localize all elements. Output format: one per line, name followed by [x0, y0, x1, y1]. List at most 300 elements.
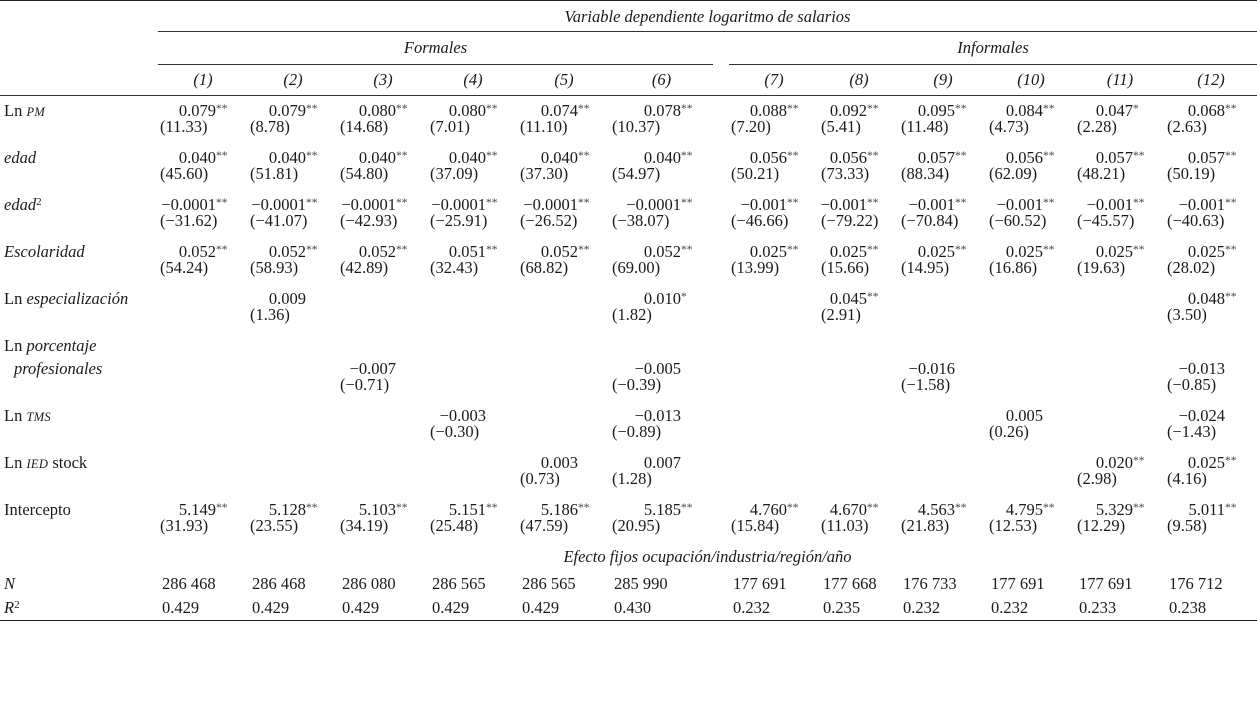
coefficient-cell	[1165, 448, 1257, 471]
significance-stars: **	[1043, 149, 1055, 162]
tstat-row	[0, 119, 1257, 143]
t-statistic: (48.21)	[1077, 164, 1126, 183]
coefficient-cell	[987, 401, 1075, 424]
t-statistic	[248, 424, 338, 448]
coefficient-value: 0.040	[358, 147, 396, 167]
significance-stars: **	[681, 243, 693, 256]
coefficient-cell	[819, 284, 899, 307]
significance-stars: **	[396, 102, 408, 115]
t-statistic	[428, 471, 518, 495]
coefficient-cell	[1075, 284, 1165, 307]
t-statistic	[1075, 377, 1165, 401]
coefficient-value: 0.056	[829, 147, 867, 167]
variable-prefix: Ln	[4, 452, 27, 472]
variable-name: IED	[26, 456, 49, 471]
t-statistic: (15.66)	[821, 258, 870, 277]
t-statistic: (47.59)	[520, 516, 569, 535]
t-statistic: (14.68)	[340, 117, 389, 136]
coefficient-cell	[819, 96, 899, 120]
t-statistic: (9.58)	[1167, 516, 1207, 535]
significance-stars: **	[955, 149, 967, 162]
t-statistic	[729, 471, 819, 495]
significance-stars: **	[578, 102, 590, 115]
t-statistic: (13.99)	[731, 258, 780, 277]
t-statistic	[248, 471, 338, 495]
t-statistic: (−0.85)	[1167, 375, 1217, 394]
column-number: (6)	[610, 65, 713, 96]
significance-stars: **	[1225, 243, 1237, 256]
coefficient-value: 0.078	[643, 100, 681, 120]
t-statistic	[987, 307, 1075, 331]
t-statistic: (−25.91)	[430, 211, 488, 230]
t-statistic: (2.91)	[821, 305, 861, 324]
coefficient-value: 0.084	[1005, 100, 1043, 120]
column-number: (10)	[987, 65, 1075, 96]
significance-stars: **	[216, 149, 228, 162]
coefficient-value: 0.025	[829, 241, 867, 261]
coefficient-cell	[729, 143, 819, 166]
coefficient-value: 0.009	[268, 288, 306, 308]
coefficient-cell	[1075, 237, 1165, 260]
t-statistic: (68.82)	[520, 258, 569, 277]
variable-name: TMS	[26, 409, 51, 424]
t-statistic: (1.82)	[612, 305, 652, 324]
stat-value: 177 691	[1079, 573, 1133, 593]
significance-stars: **	[306, 196, 318, 209]
significance-stars: **	[787, 243, 799, 256]
coefficient-cell	[610, 190, 713, 213]
table-row	[0, 237, 1257, 260]
significance-stars: **	[306, 501, 318, 514]
significance-stars: **	[396, 243, 408, 256]
stat-value: 286 565	[432, 573, 486, 593]
coefficient-value: 0.040	[268, 147, 306, 167]
significance-stars: **	[787, 149, 799, 162]
significance-stars: **	[306, 102, 318, 115]
coefficient-value: 0.052	[178, 241, 216, 261]
coefficient-value: 0.052	[540, 241, 578, 261]
coefficient-cell	[518, 237, 610, 260]
significance-stars: **	[1043, 243, 1055, 256]
t-statistic	[338, 424, 428, 448]
t-statistic: (16.86)	[989, 258, 1038, 277]
variable-name-line2: profesionales	[14, 358, 103, 378]
t-statistic: (4.73)	[989, 117, 1029, 136]
variable-name: porcentaje	[26, 335, 97, 355]
coefficient-cell	[819, 143, 899, 166]
coefficient-cell	[1075, 495, 1165, 518]
t-statistic	[338, 307, 428, 331]
t-statistic: (2.98)	[1077, 469, 1117, 488]
stat-value: 0.233	[1075, 596, 1165, 621]
coefficient-cell	[428, 237, 518, 260]
significance-stars: **	[578, 149, 590, 162]
row-label	[0, 190, 158, 213]
variable-prefix: Ln	[4, 335, 27, 355]
t-statistic: (11.10)	[520, 117, 568, 136]
coefficient-cell	[158, 284, 248, 307]
stat-value: 0.232	[729, 596, 819, 621]
significance-stars: **	[1133, 454, 1145, 467]
coefficient-cell	[338, 237, 428, 260]
t-statistic: (7.01)	[430, 117, 470, 136]
coefficient-value: 4.760	[749, 499, 787, 519]
significance-stars: **	[486, 149, 498, 162]
t-statistic: (88.34)	[901, 164, 950, 183]
coefficient-cell	[987, 495, 1075, 518]
coefficient-value: −0.007	[349, 358, 396, 378]
coefficient-cell	[1165, 237, 1257, 260]
t-statistic: (8.78)	[250, 117, 290, 136]
coefficient-cell	[158, 96, 248, 120]
row-label	[0, 96, 158, 120]
coefficient-value: 0.003	[540, 452, 578, 472]
column-number: (3)	[338, 65, 428, 96]
significance-stars: **	[867, 243, 879, 256]
coefficient-cell	[819, 448, 899, 471]
coefficient-cell	[518, 401, 610, 424]
significance-stars: *	[681, 290, 687, 303]
coefficient-cell	[518, 495, 610, 518]
t-statistic	[428, 307, 518, 331]
t-statistic: (32.43)	[430, 258, 479, 277]
t-statistic: (−1.58)	[901, 375, 951, 394]
t-statistic: (11.33)	[160, 117, 208, 136]
coefficient-cell	[1075, 354, 1165, 377]
group-informales: Informales	[729, 32, 1257, 65]
significance-stars: **	[787, 196, 799, 209]
significance-stars: **	[396, 196, 408, 209]
coefficient-cell	[899, 143, 987, 166]
t-statistic: (−26.52)	[520, 211, 578, 230]
coefficient-value: 5.149	[178, 499, 216, 519]
coefficient-value: 0.047	[1095, 100, 1133, 120]
significance-stars: **	[867, 149, 879, 162]
coefficient-value: 5.186	[540, 499, 578, 519]
significance-stars: **	[681, 196, 693, 209]
stat-value: 0.429	[428, 596, 518, 621]
t-statistic: (14.95)	[901, 258, 950, 277]
stat-value: 176 712	[1169, 573, 1223, 593]
coefficient-cell	[610, 143, 713, 166]
t-statistic: (5.41)	[821, 117, 861, 136]
significance-stars: **	[1225, 501, 1237, 514]
coefficient-value: 0.048	[1187, 288, 1225, 308]
coefficient-cell	[987, 143, 1075, 166]
coefficient-cell	[987, 96, 1075, 120]
t-statistic	[518, 424, 610, 448]
coefficient-cell	[518, 448, 610, 471]
t-statistic	[1075, 424, 1165, 448]
coefficient-cell	[428, 143, 518, 166]
t-statistic: (−0.89)	[612, 422, 662, 441]
coefficient-cell	[610, 96, 713, 120]
significance-stars: **	[216, 501, 228, 514]
coefficient-cell	[428, 354, 518, 377]
significance-stars: **	[955, 102, 967, 115]
t-statistic: (58.93)	[250, 258, 299, 277]
coefficient-cell	[729, 448, 819, 471]
coefficient-cell	[1165, 401, 1257, 424]
t-statistic	[987, 471, 1075, 495]
t-statistic	[729, 424, 819, 448]
table-row	[0, 284, 1257, 307]
t-statistic	[819, 471, 899, 495]
significance-stars: **	[396, 501, 408, 514]
significance-stars: **	[955, 243, 967, 256]
coefficient-cell	[899, 284, 987, 307]
stat-row	[0, 596, 1257, 621]
significance-stars: **	[216, 243, 228, 256]
coefficient-value: 0.079	[268, 100, 306, 120]
coefficient-cell	[158, 354, 248, 377]
coefficient-value: 0.040	[540, 147, 578, 167]
coefficient-value: 0.074	[540, 100, 578, 120]
stat-value: 176 733	[903, 573, 957, 593]
significance-stars: **	[306, 149, 318, 162]
coefficient-cell	[428, 96, 518, 120]
coefficient-value: 4.670	[829, 499, 867, 519]
coefficient-value: 0.025	[1005, 241, 1043, 261]
stat-value: 0.429	[158, 596, 248, 621]
variable-name: edad	[4, 147, 37, 167]
coefficient-cell	[338, 143, 428, 166]
tstat-row	[0, 307, 1257, 331]
coefficient-cell	[899, 237, 987, 260]
coefficient-cell	[1165, 354, 1257, 377]
t-statistic	[158, 377, 248, 401]
stat-label	[0, 596, 158, 621]
t-statistic: (−31.62)	[160, 211, 218, 230]
t-statistic: (−40.63)	[1167, 211, 1225, 230]
significance-stars: *	[1133, 102, 1139, 115]
coefficient-value: −0.001	[740, 194, 787, 214]
significance-stars: **	[1133, 501, 1145, 514]
variable-prefix: Ln	[4, 288, 27, 308]
coefficient-value: 0.068	[1187, 100, 1225, 120]
coefficient-value: −0.001	[908, 194, 955, 214]
coefficient-cell	[338, 354, 428, 377]
variable-prefix: Ln	[4, 405, 27, 425]
stat-value: 0.429	[338, 596, 428, 621]
t-statistic: (42.89)	[340, 258, 389, 277]
tstat-row	[0, 377, 1257, 401]
fixed-effects-label: Efecto fijos ocupación/industria/región/año	[563, 546, 852, 566]
coefficient-cell	[729, 190, 819, 213]
coefficient-value: −0.001	[1178, 194, 1225, 214]
row-label	[0, 143, 158, 166]
t-statistic: (12.53)	[989, 516, 1038, 535]
coefficient-value: −0.013	[1178, 358, 1225, 378]
t-statistic	[338, 471, 428, 495]
significance-stars: **	[867, 501, 879, 514]
t-statistic	[518, 377, 610, 401]
coefficient-value: −0.0001	[431, 194, 486, 214]
significance-stars: **	[486, 243, 498, 256]
coefficient-value: 0.040	[448, 147, 486, 167]
t-statistic: (23.55)	[250, 516, 299, 535]
coefficient-cell	[610, 495, 713, 518]
t-statistic	[428, 377, 518, 401]
coefficient-value: 0.010	[643, 288, 681, 308]
coefficient-cell	[1075, 448, 1165, 471]
coefficient-value: −0.005	[634, 358, 681, 378]
variable-suffix: stock	[48, 452, 88, 472]
t-statistic: (7.20)	[731, 117, 771, 136]
stat-label	[0, 572, 158, 596]
coefficient-value: −0.0001	[251, 194, 306, 214]
variable-name: PM	[26, 104, 46, 119]
t-statistic: (37.09)	[430, 164, 479, 183]
coefficient-value: −0.001	[1086, 194, 1133, 214]
t-statistic: (3.50)	[1167, 305, 1207, 324]
coefficient-value: 0.025	[1187, 452, 1225, 472]
stat-superscript: 2	[14, 598, 20, 611]
coefficient-cell	[518, 284, 610, 307]
coefficient-cell	[819, 401, 899, 424]
coefficient-value: 5.103	[358, 499, 396, 519]
coefficient-cell	[338, 495, 428, 518]
stat-value: 177 691	[733, 573, 787, 593]
coefficient-value: −0.0001	[523, 194, 578, 214]
t-statistic: (−0.39)	[612, 375, 662, 394]
t-statistic: (0.26)	[989, 422, 1029, 441]
t-statistic: (31.93)	[160, 516, 209, 535]
t-statistic: (−45.57)	[1077, 211, 1135, 230]
coefficient-cell	[1075, 190, 1165, 213]
coefficient-cell	[158, 401, 248, 424]
t-statistic: (50.21)	[731, 164, 780, 183]
significance-stars: **	[486, 102, 498, 115]
significance-stars: **	[1225, 290, 1237, 303]
coefficient-value: 0.057	[1095, 147, 1133, 167]
stat-value: 0.232	[899, 596, 987, 621]
coefficient-cell	[987, 354, 1075, 377]
table-row	[0, 401, 1257, 424]
tstat-row	[0, 424, 1257, 448]
coefficient-cell	[819, 495, 899, 518]
table-row	[0, 143, 1257, 166]
coefficient-cell	[899, 495, 987, 518]
coefficient-cell	[158, 448, 248, 471]
coefficient-cell	[158, 190, 248, 213]
t-statistic: (−0.71)	[340, 375, 390, 394]
coefficient-cell	[518, 143, 610, 166]
coefficient-cell	[819, 237, 899, 260]
coefficient-value: 0.045	[829, 288, 867, 308]
coefficient-cell	[338, 401, 428, 424]
t-statistic: (54.80)	[340, 164, 389, 183]
significance-stars: **	[1133, 196, 1145, 209]
coefficient-value: 5.329	[1095, 499, 1133, 519]
coefficient-cell	[729, 237, 819, 260]
t-statistic: (−38.07)	[612, 211, 670, 230]
coefficient-cell	[338, 96, 428, 120]
stat-value: 286 468	[162, 573, 216, 593]
stat-value: 285 990	[614, 573, 668, 593]
coefficient-value: 0.057	[1187, 147, 1225, 167]
coefficient-cell	[729, 401, 819, 424]
coefficient-value: 5.011	[1188, 499, 1225, 519]
t-statistic: (20.95)	[612, 516, 661, 535]
t-statistic: (50.19)	[1167, 164, 1216, 183]
t-statistic: (1.36)	[250, 305, 290, 324]
t-statistic: (28.02)	[1167, 258, 1216, 277]
significance-stars: **	[216, 196, 228, 209]
t-statistic: (−42.93)	[340, 211, 398, 230]
coefficient-cell	[1075, 143, 1165, 166]
coefficient-cell	[428, 495, 518, 518]
significance-stars: **	[787, 102, 799, 115]
stat-value: 0.430	[610, 596, 713, 621]
column-number: (4)	[428, 65, 518, 96]
tstat-row	[0, 260, 1257, 284]
coefficient-value: 0.079	[178, 100, 216, 120]
coefficient-value: 0.056	[1005, 147, 1043, 167]
significance-stars: **	[216, 102, 228, 115]
coefficient-cell	[248, 96, 338, 120]
t-statistic: (10.37)	[612, 117, 661, 136]
significance-stars: **	[486, 501, 498, 514]
t-statistic: (54.97)	[612, 164, 661, 183]
coefficient-value: 0.080	[448, 100, 486, 120]
coefficient-cell	[248, 495, 338, 518]
coefficient-cell	[338, 190, 428, 213]
t-statistic	[899, 307, 987, 331]
coefficient-cell	[158, 143, 248, 166]
coefficient-value: 5.128	[268, 499, 306, 519]
t-statistic: (−70.84)	[901, 211, 959, 230]
coefficient-cell	[248, 237, 338, 260]
coefficient-value: −0.001	[996, 194, 1043, 214]
coefficient-cell	[610, 354, 713, 377]
significance-stars: **	[1225, 454, 1237, 467]
coefficient-value: −0.001	[820, 194, 867, 214]
significance-stars: **	[1225, 102, 1237, 115]
significance-stars: **	[578, 196, 590, 209]
stat-value: 286 565	[522, 573, 576, 593]
coefficient-cell	[1165, 143, 1257, 166]
coefficient-value: −0.0001	[626, 194, 681, 214]
coefficient-cell	[899, 448, 987, 471]
coefficient-value: 0.052	[358, 241, 396, 261]
t-statistic	[248, 377, 338, 401]
coefficient-value: 0.040	[643, 147, 681, 167]
coefficient-cell	[428, 448, 518, 471]
significance-stars: **	[1133, 243, 1145, 256]
significance-stars: **	[681, 149, 693, 162]
coefficient-value: 0.051	[448, 241, 486, 261]
t-statistic: (25.48)	[430, 516, 479, 535]
t-statistic: (19.63)	[1077, 258, 1126, 277]
coefficient-cell	[428, 284, 518, 307]
t-statistic	[729, 307, 819, 331]
column-number: (9)	[899, 65, 987, 96]
row-label	[0, 495, 158, 518]
significance-stars: **	[396, 149, 408, 162]
significance-stars: **	[1133, 149, 1145, 162]
stat-row	[0, 572, 1257, 596]
t-statistic	[158, 471, 248, 495]
variable-name: Intercepto	[4, 499, 71, 519]
column-number: (2)	[248, 65, 338, 96]
significance-stars: **	[578, 243, 590, 256]
t-statistic	[518, 307, 610, 331]
coefficient-value: 0.007	[643, 452, 681, 472]
coefficient-value: 4.795	[1005, 499, 1043, 519]
coefficient-cell	[729, 495, 819, 518]
column-number: (11)	[1075, 65, 1165, 96]
